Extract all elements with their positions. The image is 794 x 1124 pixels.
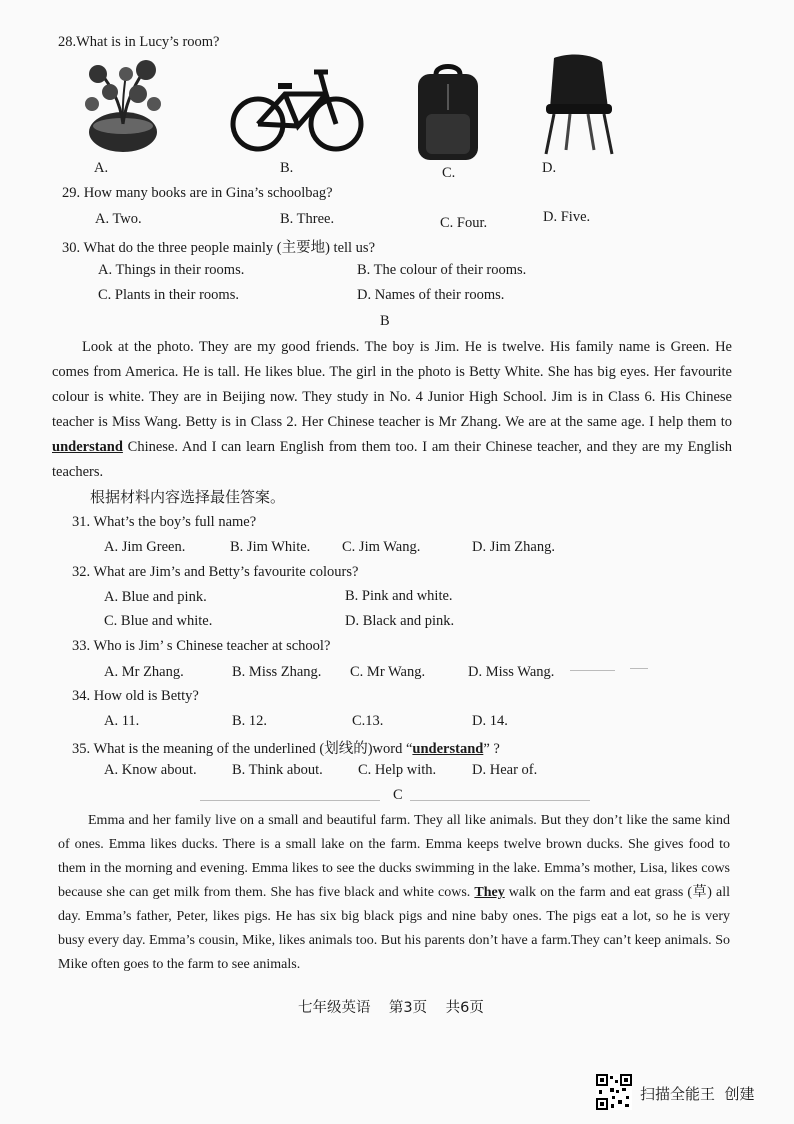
option-29c: C. Four.	[440, 215, 488, 231]
option-29d: D. Five.	[543, 209, 591, 225]
option-28d: D.	[542, 160, 557, 176]
option-33d: D. Miss Wang.	[468, 664, 555, 680]
option-34b: B. 12.	[232, 713, 268, 729]
option-34a: A. 11.	[104, 713, 140, 729]
question-33: 33. Who is Jim’ s Chinese teacher at school?	[72, 638, 331, 654]
section-c-label: C	[393, 787, 403, 803]
option-29b: B. Three.	[280, 211, 335, 227]
section-c-passage: Emma and her family live on a small and beautiful farm. They all like animals. But they don’t like the same kind of ones. Emma likes ducks. There is a small lake on the farm. Emma keeps twelve brown ducks. She gives food to them in the morning and evening. Emma likes to see the ducks swimming in the lake. Emma’s mother, Lisa, likes cows because she can get milk from them. She has five black and white cows. They walk on the farm and eat grass (草) all day. Emma’s father, Peter, likes pigs. He has six big black pigs and nine baby ones. The pigs eat a lot, so he is very busy every day. Emma’s cousin, Mike, likes animals too. But his parents don’t have a farm.They can’t keep animals. So Mike often goes to the farm to see animals.	[58, 813, 730, 972]
underlined-word-understand: understand	[52, 439, 123, 455]
scan-mark	[570, 670, 615, 671]
question-31: 31. What’s the boy’s full name?	[72, 514, 257, 530]
underlined-word-they: They	[474, 885, 505, 900]
page-footer: 七年级英语 第3页 共6页	[298, 1000, 484, 1016]
question-32: 32. What are Jim’s and Betty’s favourite colours?	[72, 564, 359, 580]
watermark-text: 扫描全能王 创建	[640, 1085, 755, 1103]
option-34d: D. 14.	[472, 713, 508, 729]
option-29a: A. Two.	[95, 211, 142, 227]
section-b-label: B	[380, 313, 390, 329]
option-33c: C. Mr Wang.	[350, 664, 426, 680]
underlined-word-understand: understand	[412, 741, 484, 757]
option-30c: C. Plants in their rooms.	[98, 287, 239, 303]
question-35: 35. What is the meaning of the underlined (划线的)word “understand” ?	[72, 741, 500, 757]
option-30b: B. The colour of their rooms.	[357, 262, 527, 278]
option-35b: B. Think about.	[232, 762, 323, 778]
option-31b: B. Jim White.	[230, 539, 311, 555]
option-28a: A.	[94, 160, 109, 176]
option-30a: A. Things in their rooms.	[98, 262, 245, 278]
question-34: 34. How old is Betty?	[72, 688, 199, 704]
section-divider-left	[200, 800, 380, 801]
option-28c: C.	[442, 165, 456, 181]
chair-icon	[540, 52, 618, 156]
option-32a: A. Blue and pink.	[104, 589, 207, 605]
section-b-passage: Look at the photo. They are my good friends. The boy is Jim. He is twelve. His family name is Green. He comes from America. He is tall. He likes blue. The girl in the photo is Betty White. She has big eyes. Her favourite colour is white. They are in Beijing now. They study in No. 4 Junior High School. Jim is in Class 6. His Chinese teacher is Miss Wang. Betty is in Class 2. Her Chinese teacher is Mr Zhang. We are at the same age. I help them to understand Chinese. And I can learn English from them too. I am their Chinese teacher, and they are my English teachers.	[52, 339, 732, 480]
option-35d: D. Hear of.	[472, 762, 538, 778]
option-31d: D. Jim Zhang.	[472, 539, 555, 555]
instruction: 根据材料内容选择最佳答案。	[90, 488, 286, 506]
option-34c: C.13.	[352, 713, 384, 729]
option-33b: B. Miss Zhang.	[232, 664, 322, 680]
option-32b: B. Pink and white.	[345, 588, 453, 604]
bicycle-icon	[230, 64, 364, 154]
question-30: 30. What do the three people mainly (主要地) tell us?	[62, 240, 376, 256]
backpack-icon	[410, 64, 486, 162]
option-35c: C. Help with.	[358, 762, 437, 778]
option-32d: D. Black and pink.	[345, 613, 455, 629]
scan-mark	[630, 668, 648, 669]
option-30d: D. Names of their rooms.	[357, 287, 505, 303]
question-29: 29. How many books are in Gina’s schoolbag?	[62, 185, 333, 201]
option-35a: A. Know about.	[104, 762, 197, 778]
option-33a: A. Mr Zhang.	[104, 664, 184, 680]
question-28: 28.What is in Lucy’s room?	[58, 34, 220, 50]
plant-icon	[80, 60, 166, 160]
option-28b: B.	[280, 160, 294, 176]
qr-code-icon	[596, 1074, 632, 1110]
section-divider-right	[410, 800, 590, 801]
option-31c: C. Jim Wang.	[342, 539, 421, 555]
option-32c: C. Blue and white.	[104, 613, 213, 629]
option-31a: A. Jim Green.	[104, 539, 186, 555]
